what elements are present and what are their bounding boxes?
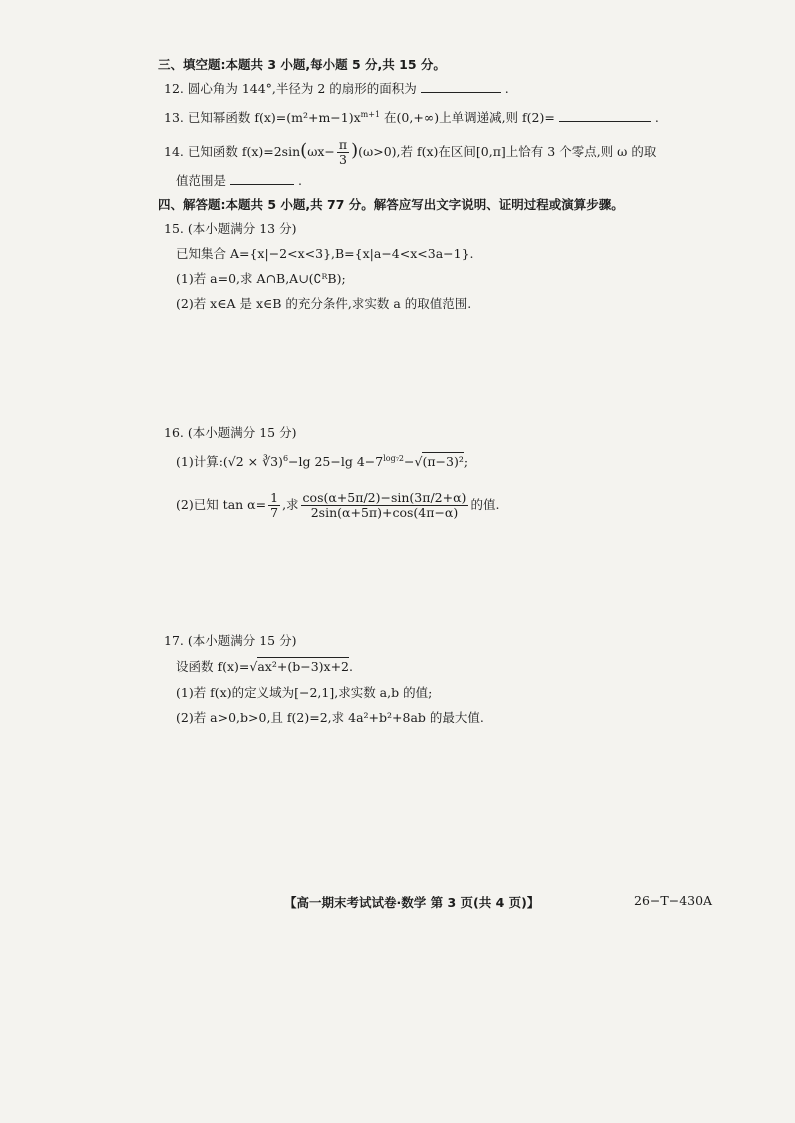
q15-stem: 已知集合 A={x|−2<x<3},B={x|a−4<x<3a−1}. bbox=[176, 246, 474, 261]
question-13 bbox=[164, 106, 659, 127]
q16-part1-text: (1)计算:(√2 × ∛3) bbox=[176, 454, 283, 470]
page-footer: 【高一期末考试试卷·数学 第 3 页(共 4 页)】 bbox=[284, 895, 540, 910]
q17-title: 17. (本小题满分 15 分) bbox=[164, 633, 297, 648]
q16-part2-text: (2)已知 tan α= bbox=[176, 497, 267, 512]
q16-part1: (1)计算:(√2 × ∛3)$^6$−lg 25−lg $4-7^{log_72}-√(\pi-3)^2$; bbox=[176, 454, 469, 470]
q13-end: . bbox=[654, 110, 659, 126]
q16-part2-end: 的值. bbox=[470, 497, 500, 512]
q16-tan-num: 1 bbox=[270, 490, 279, 505]
q16-tan-den: 7 bbox=[270, 505, 279, 520]
q16-part2-mid: ,求 bbox=[282, 497, 299, 512]
q16-expression-fraction bbox=[301, 491, 469, 520]
q15-part2: (2)若 x∈A 是 x∈B 的充分条件,求实数 a 的取值范围. bbox=[176, 296, 472, 311]
q15-part1: (1)若 a=0,求 A∩B,A∪(∁ᴿB); bbox=[176, 271, 346, 286]
q14-end: . bbox=[297, 173, 302, 188]
q13-answer-blank[interactable] bbox=[559, 109, 651, 122]
q14-text: 14. 已知函数 f(x)=2sin bbox=[164, 144, 301, 159]
q13-text-mid: 在(0,+∞)上单调递减,则 f(2)= bbox=[380, 110, 555, 126]
q14-frac-num: π bbox=[338, 137, 348, 152]
q16-part2 bbox=[176, 488, 499, 522]
q14-fraction bbox=[337, 138, 349, 167]
q12-end: . bbox=[504, 81, 509, 96]
q16-expr-den: 2sin(α+5π)+cos(4π−α) bbox=[310, 505, 459, 520]
q14-text-post: (ω>0),若 f(x)在区间[0,π]上恰有 3 个零点,则 ω 的取 bbox=[358, 144, 657, 159]
q16-tan-fraction bbox=[268, 491, 280, 520]
question-14-line2 bbox=[176, 172, 302, 190]
q14-line2-text: 值范围是 bbox=[176, 173, 227, 188]
q16-part1-sqrt: (π−3)² bbox=[422, 454, 464, 470]
q16-title: 16. (本小题满分 15 分) bbox=[164, 425, 297, 440]
q14-answer-blank[interactable] bbox=[230, 172, 294, 185]
q17-stem: 设函数 f(x)=√ax²+(b−3)x+2. bbox=[176, 659, 353, 674]
q13-text: 13. 已知幂函数 f(x)=(m²+m−1)x bbox=[164, 110, 361, 126]
q13-exponent: m+1 bbox=[360, 110, 381, 119]
q16-part1-exp2: log₇2 bbox=[383, 454, 405, 463]
section4-heading: 四、解答题:本题共 5 小题,共 77 分。解答应写出文字说明、证明过程或演算步骤。 bbox=[158, 197, 624, 212]
paper-code: 26−T−430A bbox=[634, 893, 713, 908]
q17-part1: (1)若 f(x)的定义域为[−2,1],求实数 a,b 的值; bbox=[176, 685, 433, 700]
q17-part2: (2)若 a>0,b>0,且 f(2)=2,求 4a²+b²+8ab 的最大值. bbox=[176, 710, 484, 725]
question-14: 14. 已知函数 f(x)=2sin(ωx− $\frac{\pi}{3}$ )(ω>0),若 f(x)在区间[0,π]上恰有 3 个零点,则 ω 的取 bbox=[164, 137, 657, 167]
q14-frac-den: 3 bbox=[339, 152, 347, 167]
question-12 bbox=[164, 80, 509, 98]
q15-title: 15. (本小题满分 13 分) bbox=[164, 221, 297, 236]
q12-text: 12. 圆心角为 144°,半径为 2 的扇形的面积为 bbox=[164, 81, 417, 96]
q17-stem-sqrt: ax²+(b−3)x+2 bbox=[257, 659, 350, 674]
q16-part1-end: ; bbox=[463, 454, 469, 470]
q12-answer-blank[interactable] bbox=[421, 80, 501, 93]
q16-part1-exp: 6 bbox=[282, 454, 289, 463]
section3-heading: 三、填空题:本题共 3 小题,每小题 5 分,共 15 分。 bbox=[158, 57, 446, 72]
q17-stem-end: . bbox=[349, 659, 353, 674]
q16-expr-num: cos(α+5π/2)−sin(3π/2+α) bbox=[302, 490, 467, 505]
q16-part1-mid: −lg 25−lg 4−7 bbox=[288, 454, 384, 470]
q17-stem-text: 设函数 f(x)= bbox=[176, 659, 250, 674]
q14-arg: ωx− bbox=[307, 144, 335, 159]
